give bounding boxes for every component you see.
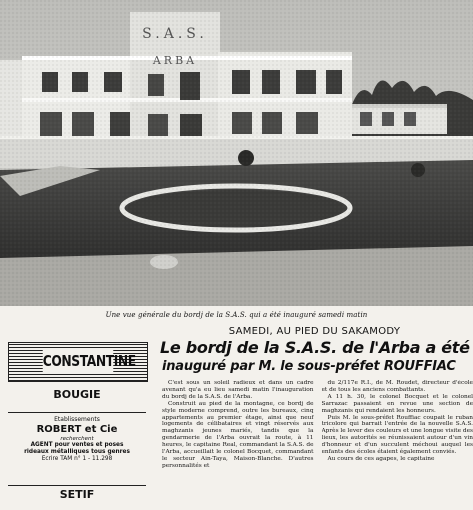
article-paragraph: C'est sous un soleil radieux et dans un cadre avenant qu'a eu lieu samedi matin l'inauguration du bordj de la S.A.S. de l'Arba.	[162, 380, 314, 400]
ad-line-products: rideaux métalliques tous genres	[24, 449, 130, 455]
article-headline-line2: inauguré par M. le sous-préfet ROUFFIAC	[162, 359, 456, 374]
article-kicker: SAMEDI, AU PIED DU SAKAMODY	[228, 326, 401, 337]
city-banner-title: CONSTANTINE	[43, 349, 114, 373]
article-column-1	[162, 380, 314, 510]
article-paragraph: Construit au pied de la montagne, ce bordj de style moderne comprend, outre les bureaux, cinq appartements au premier étage, ainsi que neuf logements de célibataires et vingt réservés aux maghzanis jeunes mariés, tandis que la gendarmerie de l'Arba ouvrait la route, à 11 heures, le capitaine Real, commandant la S.A.S. de l'Arba, accueillait le colonel Bocquet, commandant le secteur Ain-Taya, Maison-Blanche. D'autres personnalités et	[162, 400, 314, 469]
section-heading-bougie: BOUGIE	[53, 388, 101, 401]
article-paragraph: du 2/117e R.I., de M. Roudet, directeur d'école et de tous les anciens combattants.	[321, 380, 473, 393]
photo-caption: Une vue générale du bordj de la S.A.S. qui a été inauguré samedi matin	[105, 311, 368, 319]
city-banner	[8, 342, 148, 382]
article-column-2	[322, 380, 473, 510]
ad-line-contact: Ecrire TAM n° 1 - 11.298	[41, 456, 113, 462]
ad-line-company: ROBERT et Cie	[36, 424, 118, 435]
article-paragraph: A 11 h. 30, le colonel Bocquet et le colonel Sarrazac passaient en revue une section de maghzanis qui rendaient les honneurs.	[321, 393, 473, 414]
ad-line-agent: AGENT pour ventes et poses	[30, 442, 124, 448]
article-paragraph: Au cours de ces agapes, le capitaine	[327, 455, 435, 462]
article	[156, 326, 473, 510]
ad-line-seeking: recherchent	[60, 436, 94, 442]
section-heading-setif: SETIF	[59, 488, 95, 501]
classified-ad	[8, 412, 146, 486]
article-body	[162, 380, 473, 510]
ad-line-establishments: Etablissements	[54, 416, 100, 423]
article-headline-line1: Le bordj de la S.A.S. de l'Arba a été	[160, 338, 470, 357]
article-paragraph: Puis M. le sous-préfet Rouffiac coupait le ruban tricolore qui barrait l'entrée de la nouvelle S.A.S. Après le lever des couleurs et une longue visite des lieux, les autorités se réunissaient autour d'un vin d'honneur et d'un succulent méchoui auquel les enfants des écoles étaient également conviés.	[321, 414, 473, 456]
regional-news-column	[0, 326, 150, 510]
